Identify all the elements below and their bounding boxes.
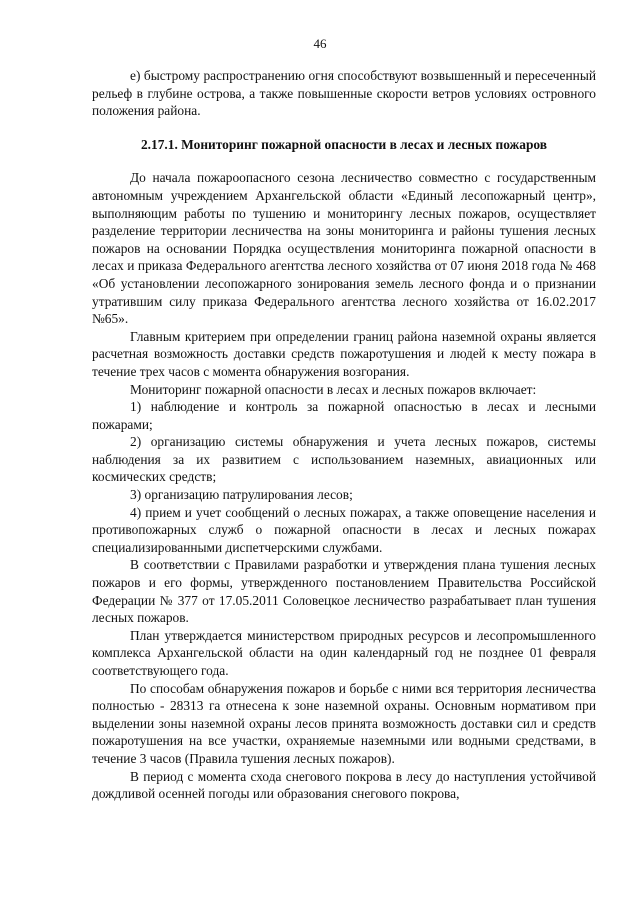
section-heading: 2.17.1. Мониторинг пожарной опасности в лесах и лесных пожаров xyxy=(140,136,547,152)
page-number: 46 xyxy=(313,36,327,51)
paragraph-zoning: До начала пожароопасного сезона лесничество совместно с государственным автономным учреждением Архангельской области «Единый лесопожарный центр», выполняющим работы по тушению и мониторингу лесных пожаров, осуществляет разделение территории лесничества на зоны мониторинга и районы тушения лесных пожаров на основании Порядка осуществления мониторинга пожарной опасности в лесах и приказа Федерального агентства лесного хозяйства от 07 июня 2018 года № 468 «Об установлении лесопожарного зонирования земель лесного фонда и о признании утратившим силу приказа Федерального агентства лесного хозяйства от 16.02.2017 №65». xyxy=(92,170,596,327)
paragraph-snow-period: В период с момента схода снегового покрова в лесу до наступления устойчивой дождливой осенней погоды или образования снегового покрова, xyxy=(92,768,596,802)
paragraph-monitoring-includes: Мониторинг пожарной опасности в лесах и лесных пожаров включает: xyxy=(130,381,537,397)
paragraph-criterion: Главным критерием при определении границ района наземной охраны является расчетная возможность доставки средств пожаротушения и людей к месту пожара в течение трех часов с момента обнаружения возгорания. xyxy=(92,328,596,379)
list-item-2: 2) организацию системы обнаружения и учета лесных пожаров, системы наблюдения за их развитием с использованием наземных, авиационных или космических средств; xyxy=(92,434,596,485)
page-body xyxy=(92,67,596,803)
list-item-1: 1) наблюдение и контроль за пожарной опасностью в лесах и лесными пожарами; xyxy=(92,399,596,432)
paragraph-ground-protection: По способам обнаружения пожаров и борьбе с ними вся территория лесничества полностью - 28313 га отнесена к зоне наземной охраны. Основным нормативом при выделении зоны наземной охраны лесов принята возможность доставки сил и средств пожаротушения на все участки, охраняемые наземными или водными средствами, в течение 3 часов (Правила тушения лесных пожаров). xyxy=(92,680,596,766)
paragraph-plan-rules: В соответствии с Правилами разработки и утверждения плана тушения лесных пожаров и его формы, утвержденного постановлением Правительства Российской Федерации № 377 от 17.05.2011 Соловецкое лесничество разрабатывает план тушения лесных пожаров. xyxy=(92,557,596,626)
paragraph-plan-approval: План утверждается министерством природных ресурсов и лесопромышленного комплекса Архангельской области на один календарный год не позднее 01 февраля соответствующего года. xyxy=(92,627,596,678)
list-item-3: 3) организацию патрулирования лесов; xyxy=(130,487,353,503)
intro-paragraph: е) быстрому распространению огня способствуют возвышенный и пересеченный рельеф в глубине острова, а также повышенные скорости ветров условиях островного положения района. xyxy=(92,68,596,119)
list-item-4: 4) прием и учет сообщений о лесных пожарах, а также оповещение населения и противопожарных служб о пожарной опасности в лесах и лесных пожарах специализированными диспетчерскими службами. xyxy=(92,504,596,555)
